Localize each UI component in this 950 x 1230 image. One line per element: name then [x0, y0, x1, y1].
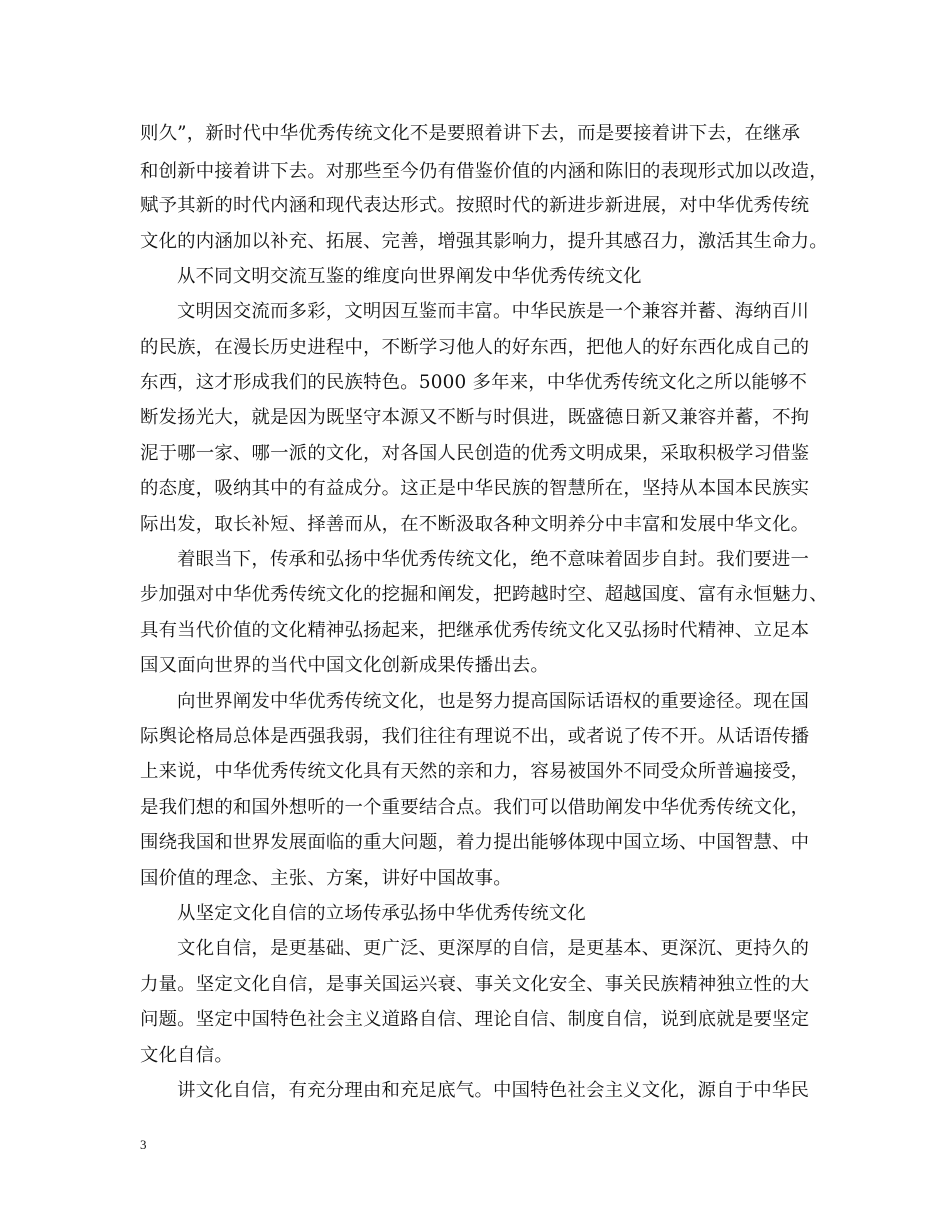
text-line: 的态度，吸纳其中的有益成分。这正是中华民族的智慧所在，坚持从本国本民族实 — [140, 478, 810, 499]
section-heading: 从不同文明交流互鉴的维度向世界阐发中华优秀传统文化 — [177, 266, 642, 287]
text-line: 上来说，中华优秀传统文化具有天然的亲和力，容易被国外不同受众所普遍接受， — [140, 761, 810, 782]
text-line: 文明因交流而多彩，文明因互鉴而丰富。中华民族是一个兼容并蓄、海纳百川 — [177, 301, 810, 322]
text-line: 文化自信，是更基础、更广泛、更深厚的自信，是更基本、更深沉、更持久的 — [177, 938, 810, 959]
text-line: 赋予其新的时代内涵和现代表达形式。按照时代的新进步新进展，对中华优秀传统 — [140, 195, 810, 216]
text-line: 文化的内涵加以补充、拓展、完善，增强其影响力，提升其感召力，激活其生命力。 — [140, 231, 828, 252]
text-line: 和创新中接着讲下去。对那些至今仍有借鉴价值的内涵和陈旧的表现形式加以改造， — [140, 161, 828, 182]
text-line: 步加强对中华优秀传统文化的挖掘和阐发，把跨越时空、超越国度、富有永恒魅力、 — [140, 584, 828, 605]
text-line: 际舆论格局总体是西强我弱，我们往往有理说不出，或者说了传不开。从话语传播 — [140, 726, 810, 747]
text-line: 向世界阐发中华优秀传统文化，也是努力提高国际话语权的重要途径。现在国 — [177, 691, 810, 712]
text-line: 着眼当下，传承和弘扬中华优秀传统文化，绝不意味着固步自封。我们要进一 — [177, 549, 810, 570]
text-line: 际出发，取长补短、择善而从，在不断汲取各种文明养分中丰富和发展中华文化。 — [140, 514, 810, 535]
text-line: 国又面向世界的当代中国文化创新成果传播出去。 — [140, 655, 549, 676]
text-line: 文化自信。 — [140, 1045, 233, 1066]
text-line: 则久”，新时代中华优秀传统文化不是要照着讲下去，而是要接着讲下去，在继承 — [140, 123, 801, 144]
text-line: 问题。坚定中国特色社会主义道路自信、理论自信、制度自信，说到底就是要坚定 — [140, 1009, 810, 1030]
text-line: 讲文化自信，有充分理由和充足底气。中国特色社会主义文化，源自于中华民 — [177, 1080, 810, 1101]
text-line: 国价值的理念、主张、方案，讲好中国故事。 — [140, 868, 512, 889]
text-line: 东西，这才形成我们的民族特色。5000 多年来，中华优秀传统文化之所以能够不 — [140, 372, 808, 393]
text-line: 具有当代价值的文化精神弘扬起来，把继承优秀传统文化又弘扬时代精神、立足本 — [140, 620, 810, 641]
text-line: 是我们想的和国外想听的一个重要结合点。我们可以借助阐发中华优秀传统文化， — [140, 797, 810, 818]
section-heading: 从坚定文化自信的立场传承弘扬中华优秀传统文化 — [177, 903, 586, 924]
text-line: 围绕我国和世界发展面临的重大问题，着力提出能够体现中国立场、中国智慧、中 — [140, 832, 810, 853]
text-line: 的民族，在漫长历史进程中，不断学习他人的好东西，把他人的好东西化成自己的 — [140, 337, 810, 358]
text-line: 断发扬光大，就是因为既坚守本源又不断与时俱进，既盛德日新又兼容并蓄，不拘 — [140, 407, 810, 428]
text-line: 泥于哪一家、哪一派的文化，对各国人民创造的优秀文明成果，采取积极学习借鉴 — [140, 443, 810, 464]
text-line: 力量。坚定文化自信，是事关国运兴衰、事关文化安全、事关民族精神独立性的大 — [140, 974, 810, 995]
page-number: 3 — [140, 1137, 147, 1152]
